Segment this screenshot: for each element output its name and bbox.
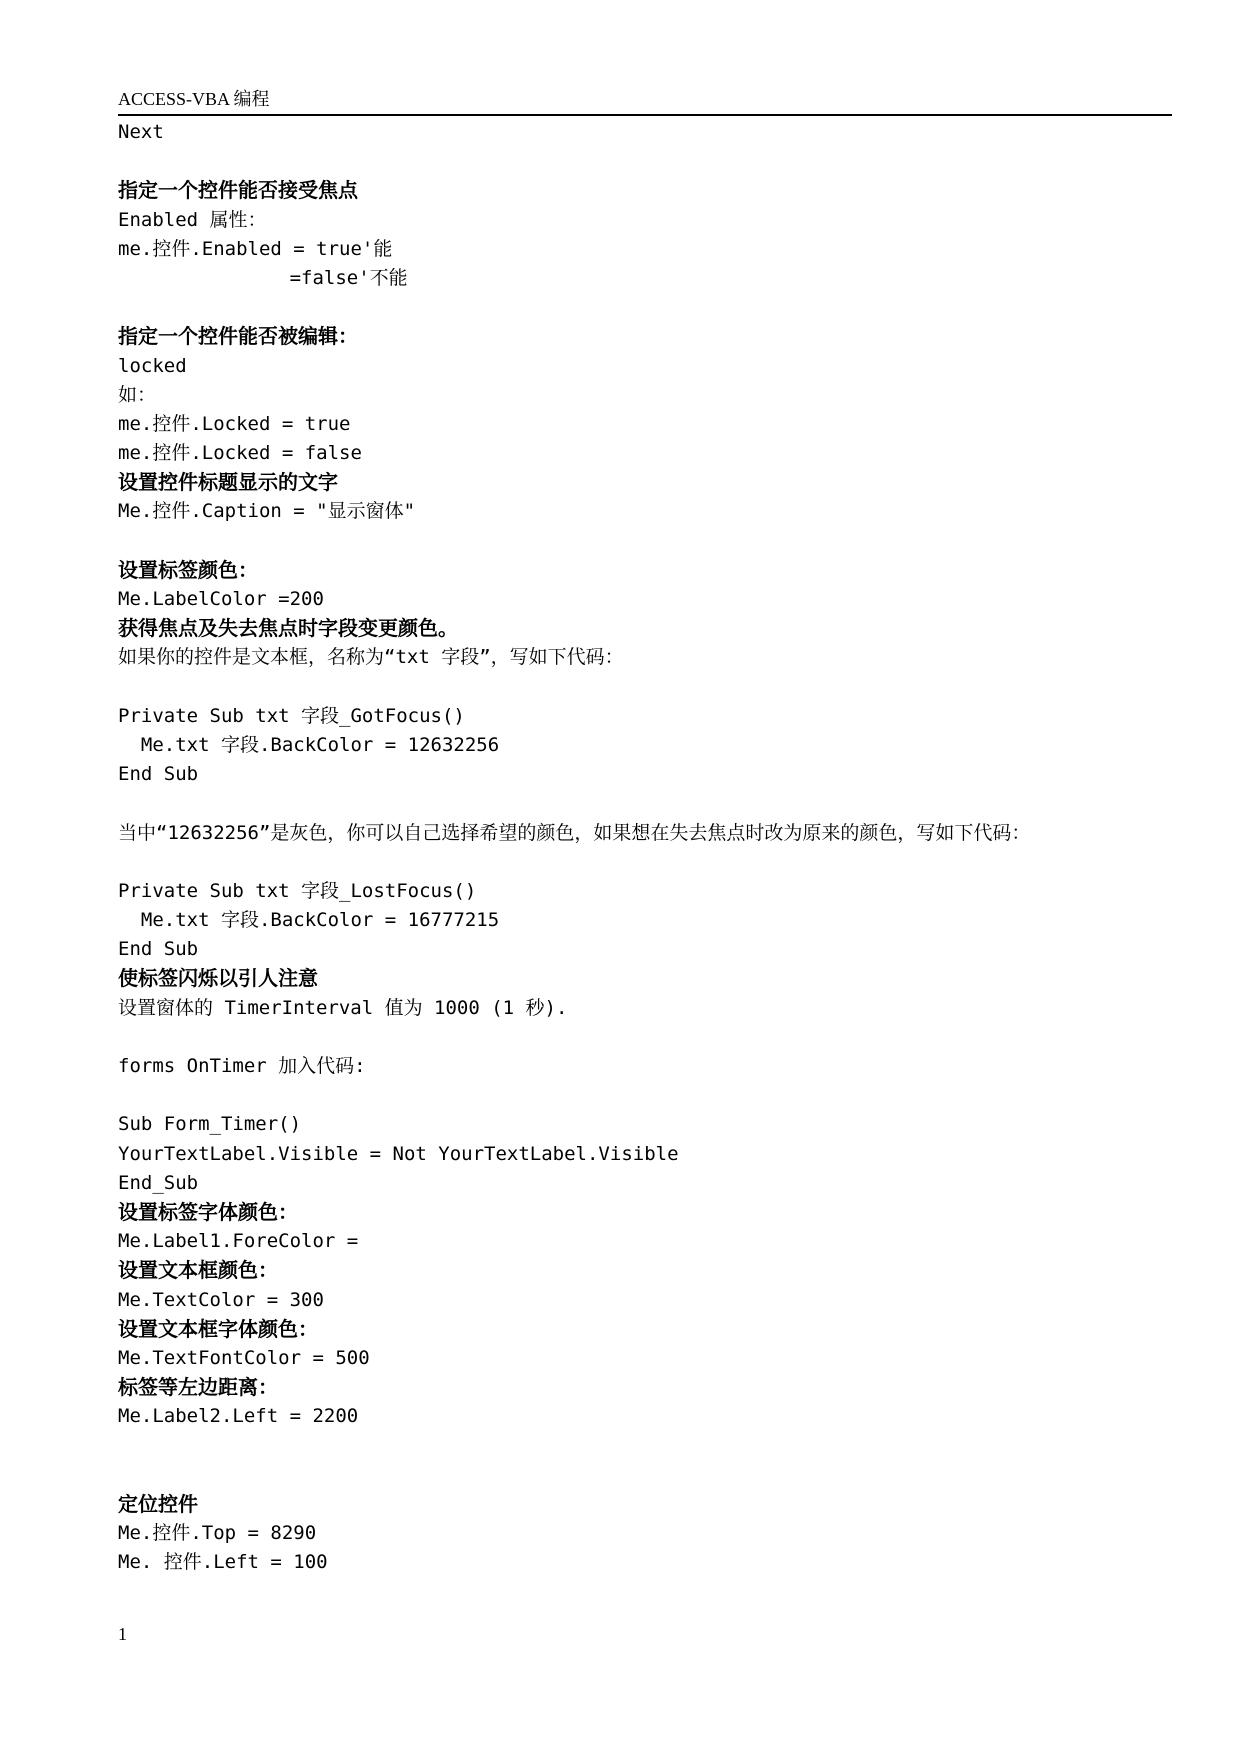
code-line: End_Sub [118,1171,199,1194]
section-heading: 定位控件 [118,1491,198,1516]
code-line: Me.txt 字段.BackColor = 12632256 [118,733,500,756]
section-heading: 使标签闪烁以引人注意 [118,966,318,991]
code-line: Me.控件.Top = 8290 [118,1522,317,1544]
code-line: locked [118,354,187,377]
code-line: Me.Label1.ForeColor = [118,1230,359,1253]
blank-line [118,1431,1178,1460]
code-line: Private Sub txt 字段_LostFocus() [118,879,477,902]
code-line: Me.TextFontColor = 500 [118,1346,370,1369]
code-line: End Sub [118,938,199,961]
section-heading: 设置标签颜色： [118,557,258,582]
blank-line [118,1023,1178,1052]
code-line: Me.TextColor = 300 [118,1288,324,1311]
code-line: Private Sub txt 字段_GotFocus() [118,704,465,727]
section-heading: 指定一个控件能否接受焦点 [118,178,358,203]
code-line: YourTextLabel.Visible = Not YourTextLabel.Visible [118,1142,679,1165]
code-line: End Sub [118,763,199,786]
page-number: 1 [118,1624,127,1644]
header-title: ACCESS-VBA 编程 [118,89,270,109]
code-line: me.控件.Locked = true [118,412,351,435]
code-line: Me.LabelColor =200 [118,588,324,610]
section-heading: 设置标签字体颜色： [118,1199,298,1224]
section-heading: 标签等左边距离： [118,1375,278,1400]
text-line: 当中“12632256”是灰色，你可以自己选择希望的颜色，如果想在失去焦点时改为原来的颜色，写如下代码： [118,821,1031,844]
text-line: 如： [118,383,157,406]
text-line: Enabled 属性： [118,208,267,231]
text-line: 如果你的控件是文本框，名称为“txt 字段”，写如下代码： [118,646,624,669]
code-line: =false'不能 [118,266,408,289]
section-heading: 设置文本框字体颜色： [118,1316,318,1341]
blank-line [118,293,1178,322]
code-line: me.控件.Locked = false [118,442,362,465]
code-line: Me.控件.Caption = "显示窗体" [118,500,416,523]
blank-line [118,789,1178,818]
blank-line [118,1081,1178,1110]
blank-line [118,848,1178,877]
blank-line [118,1461,1178,1490]
code-line: Sub Form_Timer() [118,1113,302,1136]
section-heading: 设置文本框颜色： [118,1258,278,1283]
text-line: 设置窗体的 TimerInterval 值为 1000 (1 秒). [118,996,568,1019]
blank-line [118,147,1178,176]
code-line: Me.txt 字段.BackColor = 16777215 [118,909,500,932]
blank-line [118,673,1178,702]
document-body [118,118,1178,1577]
code-line: Me.Label2.Left = 2200 [118,1405,359,1428]
code-line: Me. 控件.Left = 100 [118,1551,328,1574]
text-line: forms OnTimer 加入代码: [118,1055,366,1077]
code-line: Next [118,121,164,143]
section-heading: 获得焦点及失去焦点时字段变更颜色。 [118,616,458,641]
section-heading: 设置控件标题显示的文字 [118,470,338,495]
page-header [118,88,1172,116]
code-line: me.控件.Enabled = true'能 [118,237,393,260]
section-heading: 指定一个控件能否被编辑： [118,324,358,349]
blank-line [118,527,1178,556]
